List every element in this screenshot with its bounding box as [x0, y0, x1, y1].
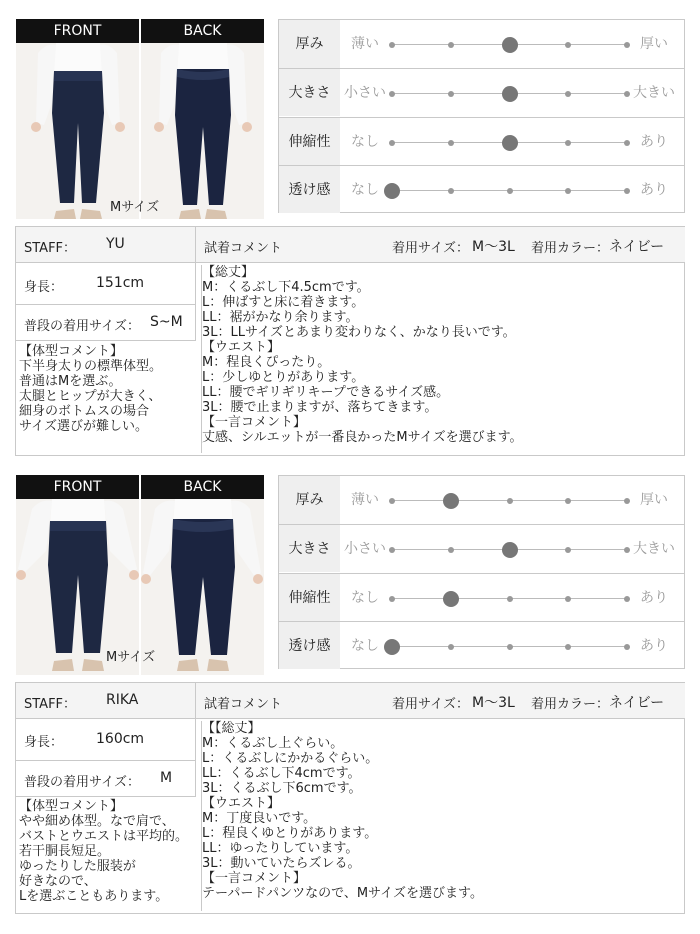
scale-tick — [565, 91, 571, 97]
scale-label: 伸縮性 — [279, 574, 340, 621]
front-photo — [16, 19, 139, 219]
scale-size — [279, 68, 684, 116]
scale-tick — [565, 42, 571, 48]
scale-stretch — [279, 117, 684, 165]
scale-tick — [565, 188, 571, 194]
scale-min-label: 小さい — [344, 541, 386, 557]
staff-info-table — [15, 682, 685, 914]
scale-sheerness — [279, 621, 684, 669]
back-label: BACK — [141, 475, 264, 499]
model-front-illustration — [16, 43, 139, 219]
comment-line: LL：裾がかなり余ります。 — [202, 310, 359, 325]
scale-tick — [448, 91, 454, 97]
comment-line: M：程良くぴったり。 — [202, 355, 331, 370]
scale-marker — [502, 135, 518, 151]
scale-tick — [624, 498, 630, 504]
scale-tick — [624, 547, 630, 553]
fitting-comments — [201, 265, 681, 453]
comment-header — [196, 227, 685, 263]
body-comment — [19, 344, 194, 454]
comment-line: 3L：腰で止まりますが、落ちてきます。 — [202, 400, 438, 415]
height-cell — [16, 263, 196, 305]
scale-min-label: 小さい — [344, 85, 386, 101]
height-label: 身長： — [24, 735, 64, 750]
comment-title: 試着コメント — [204, 697, 283, 712]
comment-line: バストとウエストは平均的。 — [19, 829, 189, 844]
scale-tick — [565, 498, 571, 504]
scale-tick — [565, 596, 571, 602]
scale-tick — [389, 91, 395, 97]
scale-tick — [507, 498, 513, 504]
scale-label: 大きさ — [279, 525, 340, 572]
worn-size-label: 着用サイズ： — [392, 697, 469, 712]
usual-size-cell — [16, 761, 196, 797]
comment-line: M：くるぶし下4.5cmです。 — [202, 280, 370, 295]
scale-tick — [565, 140, 571, 146]
staff-name: RIKA — [106, 692, 139, 708]
scale-label: 厚み — [279, 20, 340, 68]
scale-tick — [624, 42, 630, 48]
scale-track — [392, 44, 627, 45]
comment-line: M：くるぶし上ぐらい。 — [202, 736, 344, 751]
scale-tick — [389, 140, 395, 146]
scale-max-label: 厚い — [640, 36, 668, 52]
scale-stretch — [279, 573, 684, 621]
scale-track — [392, 93, 627, 94]
scale-label: 大きさ — [279, 69, 340, 116]
scale-label: 伸縮性 — [279, 118, 340, 165]
scale-tick — [448, 188, 454, 194]
comment-line: 【ウエスト】 — [202, 796, 281, 811]
staff-label: STAFF： — [24, 241, 77, 256]
comment-line: 【体型コメント】 — [19, 799, 124, 814]
worn-size-value: M〜3L — [472, 239, 515, 255]
comment-line: サイズ選びが難しい。 — [19, 419, 148, 434]
fabric-scales — [278, 475, 685, 669]
scale-marker — [443, 493, 459, 509]
size-tag: Mサイズ — [110, 200, 160, 215]
comment-line: L：少しゆとりがあります。 — [202, 370, 365, 385]
comment-line: LL：くるぶし下4cmです。 — [202, 766, 361, 781]
worn-size-value: M〜3L — [472, 695, 515, 711]
scale-tick — [448, 547, 454, 553]
staff-info-table — [15, 226, 685, 456]
scale-tick — [565, 644, 571, 650]
scale-max-label: 大きい — [633, 541, 675, 557]
height-value: 160cm — [96, 731, 145, 747]
scale-max-label: あり — [640, 590, 668, 606]
front-photo — [16, 475, 139, 675]
scale-tick — [565, 547, 571, 553]
front-label: FRONT — [16, 475, 139, 499]
scale-size — [279, 524, 684, 572]
scale-track — [392, 142, 627, 143]
scale-tick — [624, 596, 630, 602]
comment-line: L：伸ばすと床に着きます。 — [202, 295, 365, 310]
scale-tick — [448, 644, 454, 650]
scale-marker — [384, 639, 400, 655]
scale-track — [392, 190, 627, 191]
staff-cell — [16, 683, 196, 719]
fitting-section-1 — [0, 19, 700, 459]
comment-line: 【一言コメント】 — [202, 871, 307, 886]
scale-marker — [443, 591, 459, 607]
scale-tick — [389, 498, 395, 504]
comment-header — [196, 683, 685, 719]
comment-line: 丈感、シルエットが一番良かったMサイズを選びます。 — [202, 430, 523, 445]
comment-line: 好きなので、 — [19, 874, 97, 889]
scale-min-label: なし — [351, 134, 379, 150]
scale-tick — [389, 596, 395, 602]
scale-max-label: 大きい — [633, 85, 675, 101]
scale-marker — [502, 37, 518, 53]
scale-min-label: なし — [351, 590, 379, 606]
comment-title: 試着コメント — [204, 241, 283, 256]
comment-line: 【【総丈】 — [202, 721, 261, 736]
scale-marker — [502, 86, 518, 102]
worn-color-value: ネイビー — [609, 695, 665, 711]
scale-label: 透け感 — [279, 166, 340, 213]
comment-line: LL：腰でギリギリキープできるサイズ感。 — [202, 385, 450, 400]
back-photo — [141, 475, 264, 675]
model-photos — [16, 19, 264, 219]
scale-sheerness — [279, 165, 684, 213]
worn-color-label: 着用カラー： — [531, 697, 610, 712]
comment-line: 【体型コメント】 — [19, 344, 124, 359]
fabric-scales — [278, 19, 685, 213]
scale-tick — [507, 596, 513, 602]
model-photos — [16, 475, 264, 675]
worn-size-label: 着用サイズ： — [392, 241, 469, 256]
scale-tick — [507, 188, 513, 194]
comment-line: 若干胴長短足。 — [19, 844, 111, 859]
model-back-illustration — [141, 499, 264, 675]
worn-color-value: ネイビー — [609, 239, 665, 255]
scale-tick — [389, 547, 395, 553]
scale-track — [392, 549, 627, 550]
scale-tick — [448, 140, 454, 146]
scale-min-label: 薄い — [351, 492, 379, 508]
fitting-comments — [201, 721, 681, 911]
comment-line: L：程良くゆとりがあります。 — [202, 826, 378, 841]
scale-tick — [448, 42, 454, 48]
scale-min-label: 薄い — [351, 36, 379, 52]
height-label: 身長： — [24, 280, 64, 295]
scale-tick — [389, 42, 395, 48]
usual-size-label: 普段の着用サイズ： — [24, 775, 140, 790]
size-tag: Mサイズ — [106, 650, 156, 665]
comment-line: 【総丈】 — [202, 265, 255, 280]
comment-line: Lを選ぶこともあります。 — [19, 889, 169, 904]
scale-track — [392, 500, 627, 501]
usual-size-value: M — [160, 770, 173, 786]
fitting-section-2 — [0, 475, 700, 915]
model-back-illustration — [141, 43, 264, 219]
worn-color-label: 着用カラー： — [531, 241, 610, 256]
staff-name: YU — [106, 236, 125, 252]
comment-line: 下半身太りの標準体型。 — [19, 359, 163, 374]
scale-marker — [502, 542, 518, 558]
scale-max-label: あり — [640, 638, 668, 654]
comment-line: 【一言コメント】 — [202, 415, 307, 430]
scale-tick — [507, 644, 513, 650]
comment-line: 3L：くるぶし下6cmです。 — [202, 781, 362, 796]
scale-min-label: なし — [351, 182, 379, 198]
front-label: FRONT — [16, 19, 139, 43]
height-cell — [16, 719, 196, 761]
scale-marker — [384, 183, 400, 199]
scale-track — [392, 598, 627, 599]
height-value: 151cm — [96, 275, 145, 291]
scale-tick — [624, 140, 630, 146]
comment-line: 【ウエスト】 — [202, 340, 281, 355]
scale-tick — [624, 644, 630, 650]
back-photo — [141, 19, 264, 219]
scale-thickness — [279, 20, 684, 68]
scale-label: 厚み — [279, 476, 340, 524]
usual-size-value: S~M — [150, 314, 183, 330]
scale-max-label: あり — [640, 134, 668, 150]
scale-track — [392, 646, 627, 647]
scale-max-label: 厚い — [640, 492, 668, 508]
comment-line: やや細め体型。なで肩で、 — [19, 814, 175, 829]
scale-label: 透け感 — [279, 622, 340, 669]
scale-max-label: あり — [640, 182, 668, 198]
usual-size-label: 普段の着用サイズ： — [24, 319, 140, 334]
scale-min-label: なし — [351, 638, 379, 654]
scale-tick — [624, 91, 630, 97]
comment-line: テーパードパンツなので、Mサイズを選びます。 — [202, 886, 483, 901]
comment-line: LL：ゆったりしています。 — [202, 841, 359, 856]
comment-line: 細身のボトムスの場合 — [19, 404, 150, 419]
comment-line: ゆったりした服装が — [19, 859, 136, 874]
comment-line: L：くるぶしにかかるぐらい。 — [202, 751, 379, 766]
comment-line: 普通はMを選ぶ。 — [19, 374, 122, 389]
comment-line: 3L：動いていたらズレる。 — [202, 856, 361, 871]
scale-tick — [624, 188, 630, 194]
back-label: BACK — [141, 19, 264, 43]
staff-label: STAFF： — [24, 697, 77, 712]
comment-line: 太腿とヒップが大きく、 — [19, 389, 162, 404]
body-comment — [19, 799, 196, 911]
comment-line: M：丁度良いです。 — [202, 811, 317, 826]
usual-size-cell — [16, 305, 196, 341]
staff-cell — [16, 227, 196, 263]
comment-line: 3L：LLサイズとあまり変わりなく、かなり長いです。 — [202, 325, 516, 340]
scale-thickness — [279, 476, 684, 524]
